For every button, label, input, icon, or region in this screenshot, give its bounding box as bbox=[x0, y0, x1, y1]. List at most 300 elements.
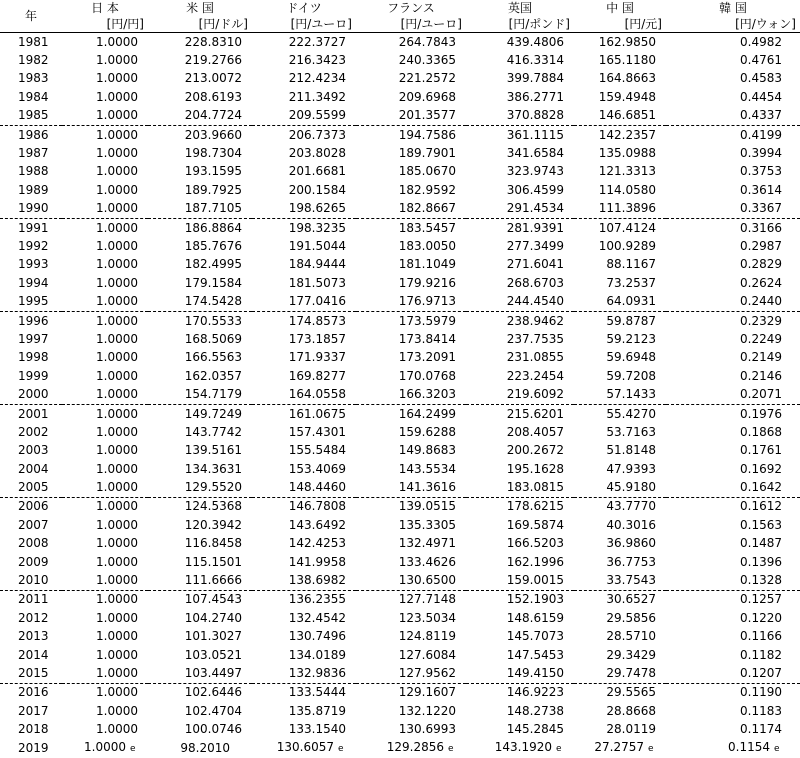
rate-value: 102.6446 bbox=[184, 685, 242, 700]
rate-value: 0.3614 bbox=[740, 182, 782, 197]
rate-value: 213.0072 bbox=[184, 71, 242, 86]
rate-value: 1.0000 bbox=[96, 647, 138, 662]
year-cell: 2013 bbox=[18, 629, 49, 644]
rate-value: 203.8028 bbox=[288, 146, 346, 161]
rate-cell-uk bbox=[466, 664, 574, 683]
rate-cell-uk bbox=[466, 349, 574, 367]
unit-label-germany: [円/ユーロ] bbox=[252, 16, 356, 33]
rate-cell-france bbox=[356, 274, 466, 292]
year-cell: 2007 bbox=[18, 517, 49, 532]
rate-value: 132.4542 bbox=[288, 610, 346, 625]
rate-value: 134.3631 bbox=[184, 461, 242, 476]
rate-cell-france bbox=[356, 497, 466, 516]
rate-cell-us bbox=[148, 349, 252, 367]
table-row bbox=[0, 367, 800, 385]
rate-value: 132.1220 bbox=[398, 703, 456, 718]
rate-value: 0.3367 bbox=[740, 201, 782, 216]
rate-cell-us bbox=[148, 628, 252, 646]
rate-value: 189.7901 bbox=[398, 146, 456, 161]
rate-cell-japan bbox=[62, 497, 148, 516]
rate-cell-china bbox=[574, 218, 666, 237]
rate-cell-japan bbox=[62, 330, 148, 348]
rate-value: 0.3166 bbox=[740, 220, 782, 235]
rate-cell-germany bbox=[252, 107, 356, 126]
rate-value: 152.1903 bbox=[506, 592, 564, 607]
rate-value: 203.9660 bbox=[184, 127, 242, 142]
year-cell: 1985 bbox=[0, 107, 62, 126]
rate-cell-germany bbox=[252, 628, 356, 646]
table-row bbox=[0, 274, 800, 292]
rate-value: 0.1976 bbox=[740, 406, 782, 421]
rate-value: 1.0000 bbox=[96, 554, 138, 569]
rate-value: 0.3994 bbox=[740, 146, 782, 161]
rate-value: 399.7884 bbox=[506, 71, 564, 86]
rate-cell-uk bbox=[466, 256, 574, 274]
rate-cell-germany bbox=[252, 218, 356, 237]
rate-cell-germany bbox=[252, 590, 356, 609]
rate-cell-korea bbox=[666, 311, 800, 330]
column-header-france: フランス bbox=[387, 1, 435, 15]
rate-cell-japan bbox=[62, 163, 148, 181]
rate-cell-france bbox=[356, 609, 466, 627]
year-cell: 2014 bbox=[18, 647, 49, 662]
rate-value: 1.0000 bbox=[96, 350, 138, 365]
rate-cell-korea bbox=[666, 51, 800, 69]
rate-cell-france bbox=[356, 571, 466, 590]
rate-value: 0.3753 bbox=[740, 164, 782, 179]
rate-cell-us bbox=[148, 311, 252, 330]
rate-value: 173.1857 bbox=[288, 331, 346, 346]
rate-cell-france bbox=[356, 385, 466, 404]
rate-cell-china bbox=[574, 274, 666, 292]
rate-cell-japan bbox=[62, 478, 148, 497]
rate-cell-korea bbox=[666, 163, 800, 181]
table-row bbox=[0, 51, 800, 69]
rate-value: 0.4337 bbox=[740, 108, 782, 123]
rate-value: 386.2771 bbox=[506, 89, 564, 104]
unit-header-row bbox=[0, 16, 800, 33]
rate-cell-japan bbox=[62, 237, 148, 255]
rate-cell-korea bbox=[666, 609, 800, 627]
year-cell: 1983 bbox=[18, 71, 49, 86]
rate-cell-germany bbox=[252, 181, 356, 199]
rate-value: 36.9860 bbox=[606, 536, 656, 551]
rate-value: 115.1501 bbox=[184, 554, 242, 569]
rate-value: 88.1167 bbox=[606, 257, 656, 272]
rate-value: 240.3365 bbox=[398, 53, 456, 68]
rate-value: 169.5874 bbox=[506, 517, 564, 532]
year-cell: 2006 bbox=[18, 499, 49, 514]
rate-cell-china bbox=[574, 311, 666, 330]
rate-value: 59.8787 bbox=[606, 313, 656, 328]
rate-cell-korea bbox=[666, 664, 800, 683]
rate-value: 166.5203 bbox=[506, 536, 564, 551]
rate-cell-korea bbox=[666, 181, 800, 199]
rate-cell-germany bbox=[252, 683, 356, 702]
rate-value: 193.1595 bbox=[184, 164, 242, 179]
rate-value: 439.4806 bbox=[506, 34, 564, 49]
rate-cell-china bbox=[574, 237, 666, 255]
rate-value: 237.7535 bbox=[506, 331, 564, 346]
rate-cell-korea bbox=[666, 237, 800, 255]
rate-value: 244.4540 bbox=[506, 294, 564, 309]
rate-value: 0.1642 bbox=[740, 480, 782, 495]
rate-value: 185.0670 bbox=[398, 164, 456, 179]
rate-cell-germany bbox=[252, 330, 356, 348]
rate-cell-korea bbox=[666, 88, 800, 106]
table-row bbox=[0, 460, 800, 478]
estimate-mark: e bbox=[448, 743, 454, 754]
rate-value: 191.5044 bbox=[288, 238, 346, 253]
rate-cell-china bbox=[574, 442, 666, 460]
rate-cell-germany bbox=[252, 702, 356, 720]
rate-cell-germany bbox=[252, 535, 356, 553]
rate-cell-france bbox=[356, 478, 466, 497]
rate-cell-korea bbox=[666, 460, 800, 478]
rate-value: 102.4704 bbox=[184, 703, 242, 718]
rate-value: 219.2766 bbox=[184, 53, 242, 68]
rate-value: 147.5453 bbox=[506, 647, 564, 662]
table-row bbox=[0, 571, 800, 590]
rate-cell-uk bbox=[466, 553, 574, 571]
rate-value: 1.0000 bbox=[96, 685, 138, 700]
rate-cell-us bbox=[148, 144, 252, 162]
rate-cell-japan bbox=[62, 535, 148, 553]
rate-value: 1.0000 bbox=[96, 517, 138, 532]
rate-value: 0.2987 bbox=[740, 238, 782, 253]
rate-cell-korea bbox=[666, 702, 800, 720]
rate-cell-france bbox=[356, 590, 466, 609]
rate-value: 0.1166 bbox=[740, 629, 782, 644]
column-header-germany: ドイツ bbox=[286, 1, 322, 15]
rate-cell-japan bbox=[62, 442, 148, 460]
year-cell: 1992 bbox=[18, 238, 49, 253]
year-cell: 2019 bbox=[18, 740, 49, 755]
rate-cell-france bbox=[356, 88, 466, 106]
rate-cell-france bbox=[356, 200, 466, 219]
rate-value: 1.0000 bbox=[96, 164, 138, 179]
rate-cell-uk bbox=[466, 590, 574, 609]
rate-cell-germany bbox=[252, 144, 356, 162]
rate-cell-us bbox=[148, 590, 252, 609]
rate-cell-germany bbox=[252, 720, 356, 738]
rate-cell-japan bbox=[62, 590, 148, 609]
rate-value: 174.5428 bbox=[184, 294, 242, 309]
rate-cell-china bbox=[574, 163, 666, 181]
rate-value: 0.1207 bbox=[740, 665, 782, 680]
rate-value: 168.5069 bbox=[184, 331, 242, 346]
unit-label-uk: [円/ポンド] bbox=[466, 16, 574, 33]
rate-value: 166.5563 bbox=[184, 350, 242, 365]
rate-cell-uk bbox=[466, 51, 574, 69]
rate-cell-us bbox=[148, 33, 252, 52]
country-header-row bbox=[0, 0, 800, 16]
rate-cell-korea bbox=[666, 478, 800, 497]
rate-value: 159.4948 bbox=[598, 89, 656, 104]
rate-cell-japan bbox=[62, 720, 148, 738]
rate-cell-china bbox=[574, 367, 666, 385]
rate-value: 0.1396 bbox=[740, 554, 782, 569]
rate-cell-france bbox=[356, 237, 466, 255]
unit-label-china: [円/元] bbox=[574, 16, 666, 33]
rate-cell-germany bbox=[252, 404, 356, 423]
rate-value: 164.0558 bbox=[288, 387, 346, 402]
rate-value: 107.4124 bbox=[598, 220, 656, 235]
rate-cell-germany bbox=[252, 553, 356, 571]
rate-value: 1.0000 bbox=[96, 294, 138, 309]
rate-cell-uk bbox=[466, 739, 574, 758]
rate-cell-uk bbox=[466, 163, 574, 181]
rate-value: 29.5565 bbox=[606, 685, 656, 700]
rate-cell-uk bbox=[466, 683, 574, 702]
table-row bbox=[0, 125, 800, 144]
rate-value: 111.6666 bbox=[184, 573, 242, 588]
rate-cell-us bbox=[148, 683, 252, 702]
rate-value: 59.6948 bbox=[606, 350, 656, 365]
rate-value: 0.2329 bbox=[740, 313, 782, 328]
rate-cell-germany bbox=[252, 125, 356, 144]
table-row bbox=[0, 628, 800, 646]
table-row bbox=[0, 646, 800, 664]
rate-cell-china bbox=[574, 125, 666, 144]
rate-cell-japan bbox=[62, 385, 148, 404]
rate-value: 127.7148 bbox=[398, 592, 456, 607]
rate-value: 1.0000 bbox=[96, 610, 138, 625]
table-row bbox=[0, 664, 800, 683]
rate-cell-us bbox=[148, 256, 252, 274]
rate-cell-korea bbox=[666, 292, 800, 311]
year-cell: 1982 bbox=[18, 53, 49, 68]
rate-cell-uk bbox=[466, 107, 574, 126]
rate-value: 176.9713 bbox=[398, 294, 456, 309]
rate-cell-japan bbox=[62, 664, 148, 683]
rate-cell-us bbox=[148, 442, 252, 460]
rate-cell-us bbox=[148, 609, 252, 627]
rate-value: 198.7304 bbox=[184, 146, 242, 161]
rate-value: 174.8573 bbox=[288, 313, 346, 328]
rate-cell-france bbox=[356, 720, 466, 738]
rate-value: 124.8119 bbox=[398, 629, 456, 644]
year-cell: 1989 bbox=[18, 182, 49, 197]
rate-cell-korea bbox=[666, 33, 800, 52]
rate-value: 184.9444 bbox=[288, 257, 346, 272]
year-cell: 1995 bbox=[0, 292, 62, 311]
year-cell: 1991 bbox=[18, 220, 49, 235]
rate-cell-us bbox=[148, 664, 252, 683]
rate-value: 1.0000 bbox=[96, 146, 138, 161]
rate-cell-china bbox=[574, 88, 666, 106]
rate-cell-uk bbox=[466, 535, 574, 553]
rate-cell-uk bbox=[466, 702, 574, 720]
rate-cell-uk bbox=[466, 478, 574, 497]
rate-value: 416.3314 bbox=[506, 53, 564, 68]
rate-cell-us bbox=[148, 404, 252, 423]
rate-value: 164.2499 bbox=[398, 406, 456, 421]
rate-cell-us bbox=[148, 702, 252, 720]
rate-value: 1.0000 bbox=[96, 573, 138, 588]
year-cell: 1990 bbox=[0, 200, 62, 219]
rate-value: 1.0000 bbox=[96, 406, 138, 421]
table-row bbox=[0, 163, 800, 181]
rate-value: 0.1257 bbox=[740, 592, 782, 607]
rate-value: 27.2757 bbox=[594, 739, 644, 754]
year-cell: 2002 bbox=[18, 424, 49, 439]
table-row bbox=[0, 478, 800, 497]
rate-cell-china bbox=[574, 571, 666, 590]
rate-cell-germany bbox=[252, 200, 356, 219]
rate-value: 200.1584 bbox=[288, 182, 346, 197]
rate-cell-germany bbox=[252, 609, 356, 627]
rate-value: 166.3203 bbox=[398, 387, 456, 402]
rate-cell-china bbox=[574, 33, 666, 52]
rate-value: 135.0988 bbox=[598, 146, 656, 161]
rate-value: 1.0000 bbox=[96, 313, 138, 328]
rate-cell-us bbox=[148, 70, 252, 88]
rate-value: 198.6265 bbox=[288, 201, 346, 216]
rate-cell-france bbox=[356, 739, 466, 758]
rate-cell-france bbox=[356, 33, 466, 52]
rate-value: 165.1180 bbox=[598, 53, 656, 68]
rate-value: 135.3305 bbox=[398, 517, 456, 532]
table-row bbox=[0, 683, 800, 702]
rate-value: 111.3896 bbox=[598, 201, 656, 216]
rate-value: 1.0000 bbox=[96, 71, 138, 86]
rate-cell-us bbox=[148, 553, 252, 571]
rate-cell-korea bbox=[666, 628, 800, 646]
table-row bbox=[0, 88, 800, 106]
rate-cell-france bbox=[356, 553, 466, 571]
rate-value: 0.1190 bbox=[740, 685, 782, 700]
rate-cell-china bbox=[574, 70, 666, 88]
rate-cell-france bbox=[356, 628, 466, 646]
rate-value: 146.6851 bbox=[598, 108, 656, 123]
year-cell: 1994 bbox=[18, 275, 49, 290]
rate-cell-germany bbox=[252, 70, 356, 88]
rate-cell-germany bbox=[252, 646, 356, 664]
table-row bbox=[0, 702, 800, 720]
rate-value: 1.0000 bbox=[96, 629, 138, 644]
rate-cell-uk bbox=[466, 33, 574, 52]
rate-value: 148.6159 bbox=[506, 610, 564, 625]
rate-value: 159.6288 bbox=[398, 424, 456, 439]
rate-cell-france bbox=[356, 70, 466, 88]
rate-value: 1.0000 bbox=[96, 182, 138, 197]
rate-cell-france bbox=[356, 367, 466, 385]
rate-value: 209.5599 bbox=[288, 108, 346, 123]
rate-value: 162.9850 bbox=[598, 34, 656, 49]
rate-value: 370.8828 bbox=[506, 108, 564, 123]
table-row bbox=[0, 349, 800, 367]
rate-cell-korea bbox=[666, 646, 800, 664]
table-body bbox=[0, 33, 800, 758]
rate-value: 141.3616 bbox=[398, 480, 456, 495]
rate-value: 130.6500 bbox=[398, 573, 456, 588]
rate-cell-france bbox=[356, 144, 466, 162]
unit-label-us: [円/ドル] bbox=[148, 16, 252, 33]
rate-value: 182.4995 bbox=[184, 257, 242, 272]
rate-value: 164.8663 bbox=[598, 71, 656, 86]
rate-value: 29.5856 bbox=[606, 610, 656, 625]
rate-value: 114.0580 bbox=[598, 182, 656, 197]
rate-cell-korea bbox=[666, 535, 800, 553]
rate-value: 323.9743 bbox=[506, 164, 564, 179]
rate-cell-japan bbox=[62, 553, 148, 571]
rate-cell-china bbox=[574, 256, 666, 274]
rate-value: 40.3016 bbox=[606, 517, 656, 532]
rate-value: 178.6215 bbox=[506, 499, 564, 514]
table-row bbox=[0, 218, 800, 237]
rate-value: 183.5457 bbox=[398, 220, 456, 235]
rate-value: 208.4057 bbox=[506, 424, 564, 439]
table-row bbox=[0, 404, 800, 423]
rate-cell-korea bbox=[666, 349, 800, 367]
rate-cell-us bbox=[148, 330, 252, 348]
rate-value: 169.8277 bbox=[288, 368, 346, 383]
rate-cell-korea bbox=[666, 442, 800, 460]
rate-cell-germany bbox=[252, 311, 356, 330]
rate-value: 182.9592 bbox=[398, 182, 456, 197]
rate-value: 73.2537 bbox=[606, 275, 656, 290]
table-row bbox=[0, 423, 800, 441]
rate-value: 0.4761 bbox=[740, 53, 782, 68]
rate-cell-china bbox=[574, 292, 666, 311]
rate-cell-uk bbox=[466, 367, 574, 385]
table-row bbox=[0, 33, 800, 52]
rate-value: 181.5073 bbox=[288, 275, 346, 290]
rate-cell-germany bbox=[252, 33, 356, 52]
rate-value: 181.1049 bbox=[398, 257, 456, 272]
rate-cell-uk bbox=[466, 497, 574, 516]
rate-value: 1.0000 bbox=[96, 461, 138, 476]
rate-value: 0.2149 bbox=[740, 350, 782, 365]
year-cell: 2010 bbox=[0, 571, 62, 590]
estimate-mark: e bbox=[338, 743, 344, 754]
rate-cell-china bbox=[574, 330, 666, 348]
rate-value: 1.0000 bbox=[96, 368, 138, 383]
rate-cell-france bbox=[356, 107, 466, 126]
rate-value: 1.0000 bbox=[84, 739, 126, 754]
rate-cell-germany bbox=[252, 516, 356, 534]
year-cell: 1996 bbox=[18, 313, 49, 328]
rate-cell-japan bbox=[62, 107, 148, 126]
rate-cell-japan bbox=[62, 88, 148, 106]
year-cell: 1984 bbox=[18, 89, 49, 104]
rate-cell-korea bbox=[666, 367, 800, 385]
rate-value: 219.6092 bbox=[506, 387, 564, 402]
rate-value: 223.2454 bbox=[506, 368, 564, 383]
rate-cell-korea bbox=[666, 200, 800, 219]
rate-value: 222.3727 bbox=[288, 34, 346, 49]
rate-cell-japan bbox=[62, 460, 148, 478]
rate-cell-china bbox=[574, 460, 666, 478]
rate-value: 171.9337 bbox=[288, 350, 346, 365]
rate-cell-uk bbox=[466, 200, 574, 219]
rate-value: 281.9391 bbox=[506, 220, 564, 235]
rate-value: 268.6703 bbox=[506, 275, 564, 290]
rate-cell-uk bbox=[466, 720, 574, 738]
rate-value: 148.2738 bbox=[506, 703, 564, 718]
rate-value: 59.2123 bbox=[606, 331, 656, 346]
rate-value: 0.1612 bbox=[740, 499, 782, 514]
rate-value: 28.5710 bbox=[606, 629, 656, 644]
rate-value: 1.0000 bbox=[96, 480, 138, 495]
rate-value: 208.6193 bbox=[184, 89, 242, 104]
rate-cell-germany bbox=[252, 237, 356, 255]
rate-cell-us bbox=[148, 497, 252, 516]
rate-cell-japan bbox=[62, 628, 148, 646]
estimate-mark: e bbox=[130, 743, 136, 754]
rate-cell-us bbox=[148, 181, 252, 199]
